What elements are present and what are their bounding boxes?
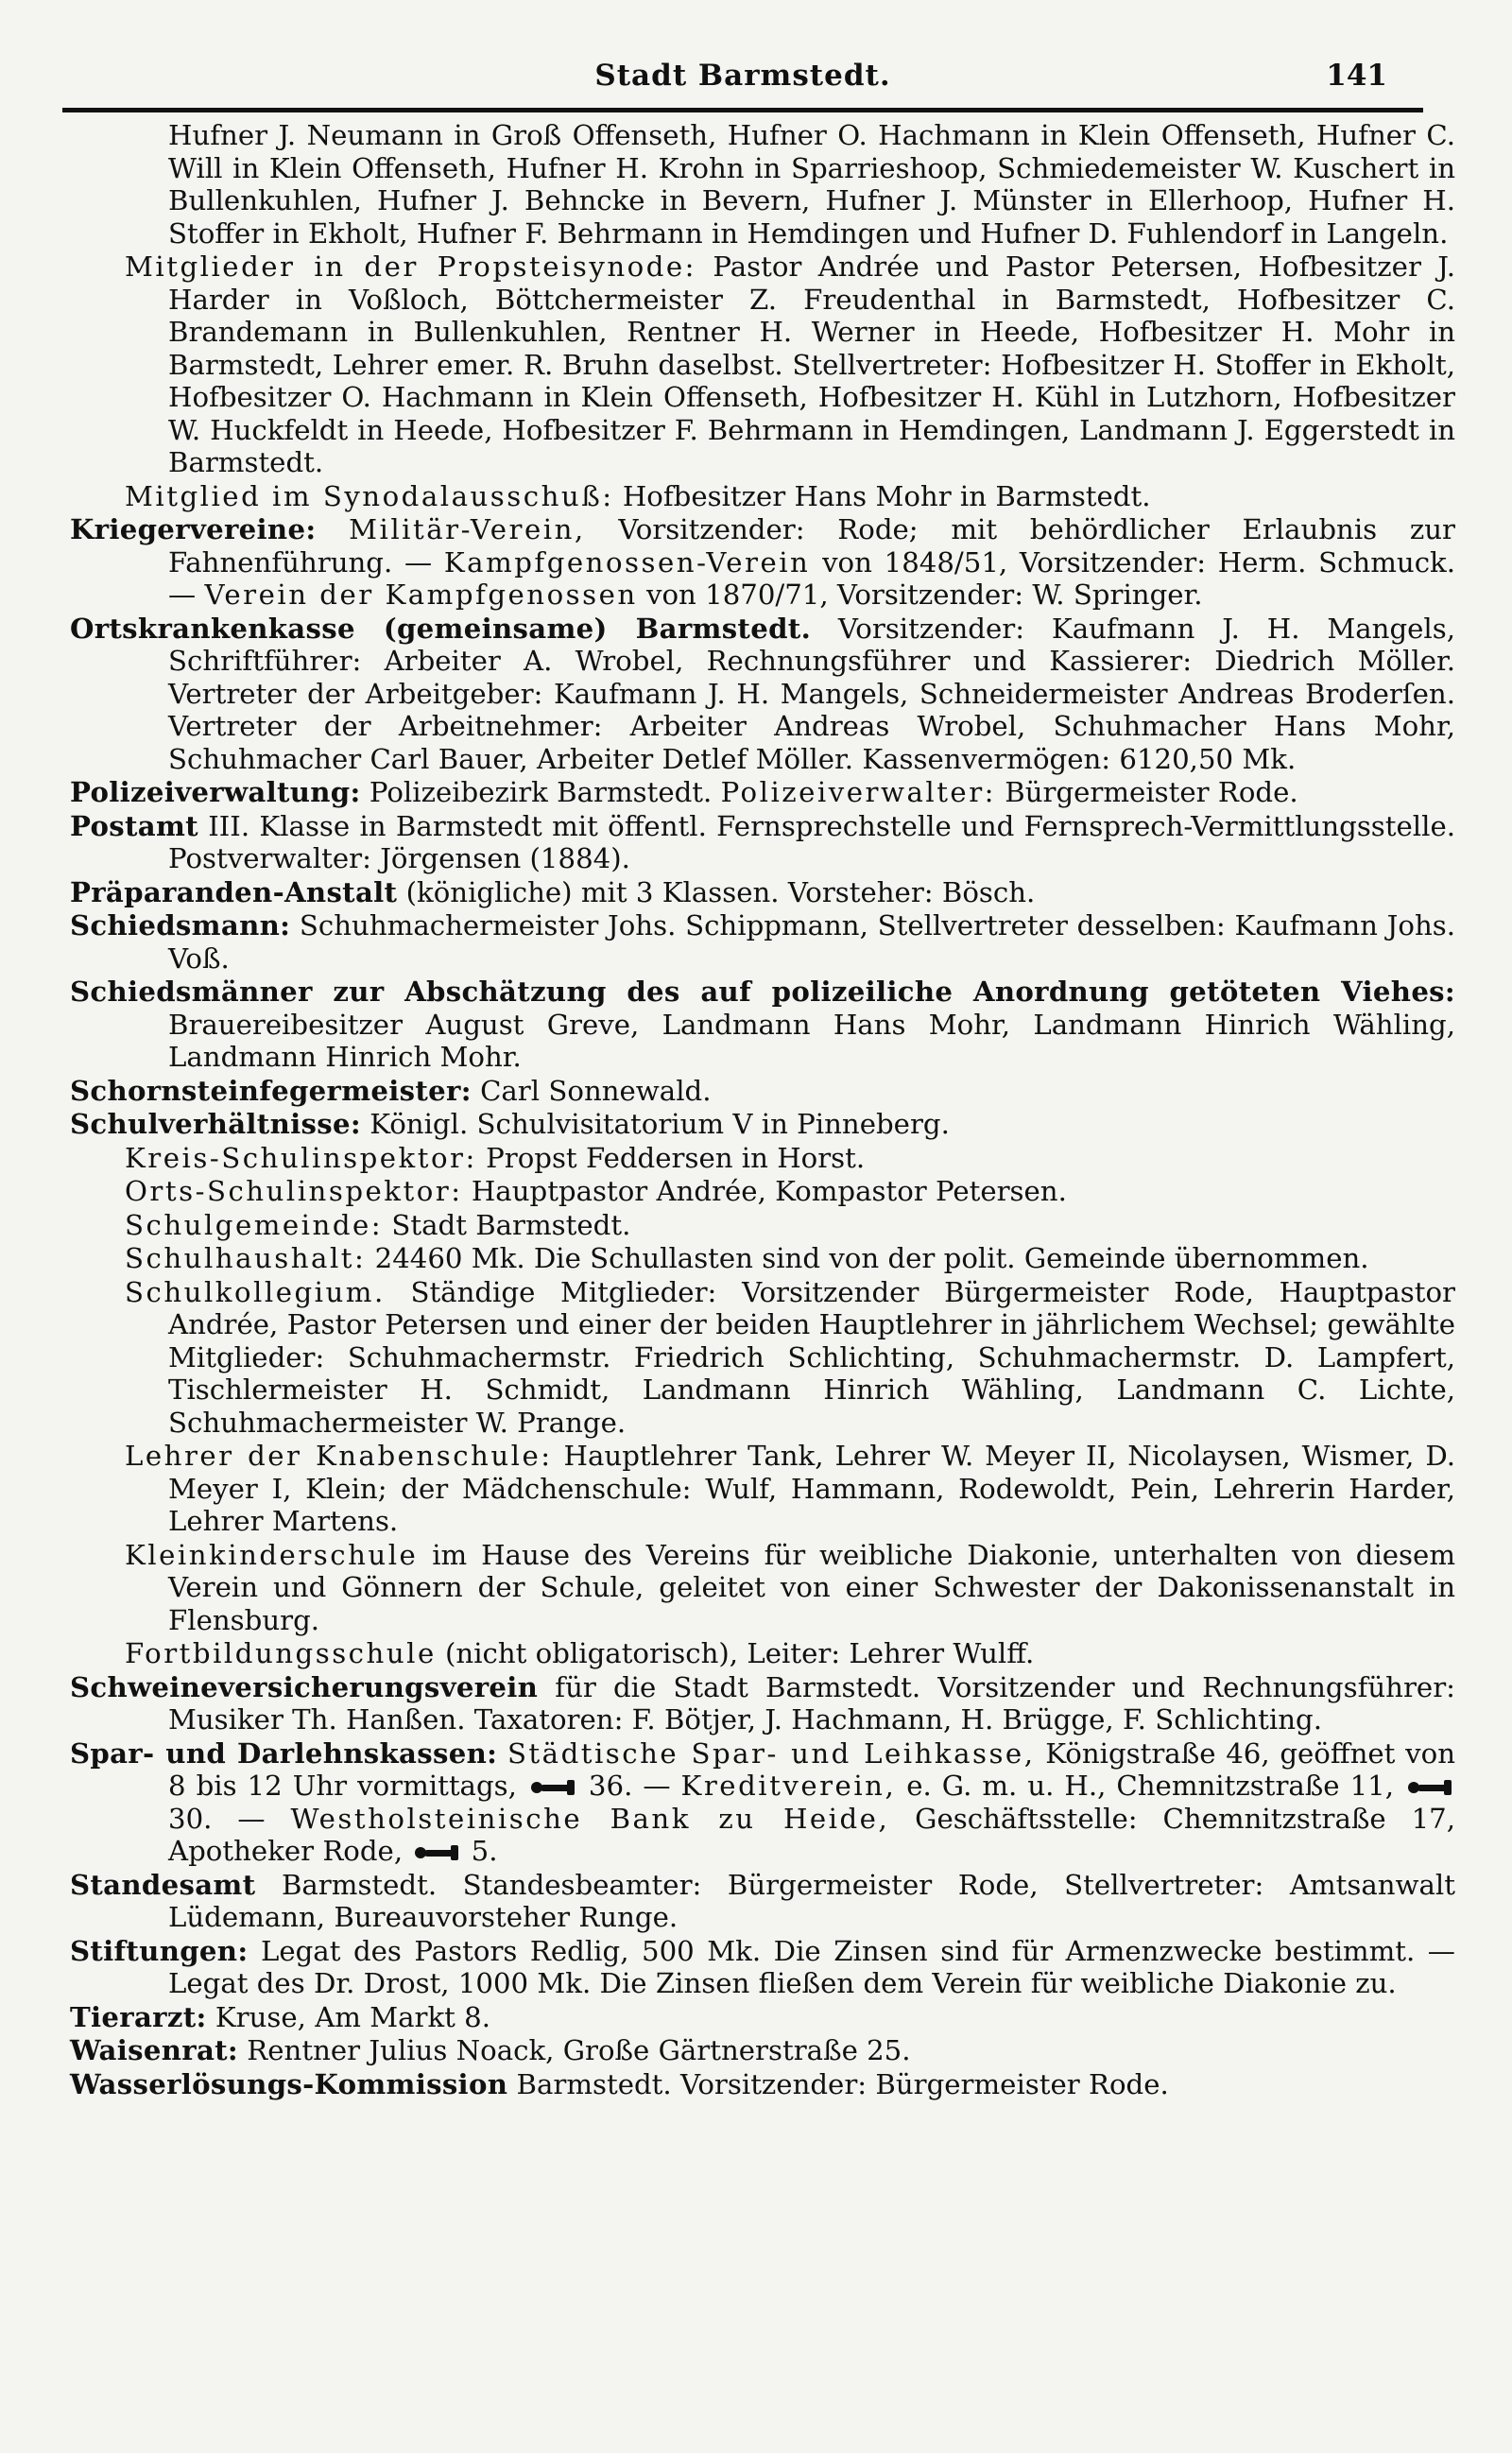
entry-text: Barmstedt. Vorsitzender: Bürgermeister Rode.: [507, 2067, 1169, 2100]
directory-entry: [70, 1108, 1455, 1141]
directory-entry: [70, 1737, 1455, 1868]
sub-entry: [70, 1440, 1455, 1538]
entry-heading: Schiedsmänner zur Abschätzung des auf polizeiliche Anordnung getöteten Viehes:: [70, 976, 1455, 1008]
entry-heading: Spar- und Darlehnskassen:: [70, 1736, 498, 1770]
entry-text: 5.: [462, 1835, 498, 1867]
directory-entries: [70, 119, 1455, 2101]
sub-entry: [70, 1276, 1455, 1440]
entry-text: 24460 Mk. Die Schullasten sind von der polit. Gemeinde übernommen.: [366, 1242, 1369, 1274]
entry-text: e. G. m. u. H., Chemnitzstraße 11,: [896, 1770, 1404, 1802]
entry-text: Schuhmachermeister Johs. Schippmann, Stellvertreter desselben: Kaufmann Johs. Voß.: [168, 909, 1455, 975]
entry-text: 30. —: [168, 1802, 291, 1835]
entry-heading: Schulverhältnisse:: [70, 1108, 361, 1140]
spaced-term: Kreditverein,: [680, 1770, 897, 1802]
page-number: 141: [1326, 59, 1387, 93]
spaced-term: Kleinkinderschule: [125, 1538, 419, 1571]
directory-entry: [70, 1075, 1455, 1108]
sub-entry: [70, 1209, 1455, 1242]
telephone-icon: [415, 1844, 458, 1861]
entry-heading: Postamt: [70, 809, 198, 842]
sub-entry: [70, 1142, 1455, 1175]
entry-text: Bürgermeister Rode.: [995, 776, 1298, 808]
entry-text: Propst Feddersen in Horst.: [476, 1141, 866, 1174]
entry-text: Hauptlehrer Tank, Lehrer W. Meyer II, Nicolaysen, Wismer, D. Meyer I, Klein; der Mädchenschule: Wulf, Hammann, Rodewoldt, Pein, Lehrerin Harder, Lehrer Martens.: [168, 1440, 1455, 1537]
spaced-term: Kreis-Schulinspektor:: [125, 1141, 477, 1174]
directory-entry: [70, 1671, 1455, 1736]
entry-text: für die Stadt Barmstedt. Vorsitzender und Rechnungsführer: Musiker Th. Hanßen. Taxatoren: F. Bötjer, J. Hachmann, H. Brügge, F. Schlichting.: [168, 1670, 1455, 1736]
directory-entry: [70, 909, 1455, 975]
entry-text: Vorsitzender: Kaufmann J. H. Mangels, Schriftführer: Arbeiter A. Wrobel, Rechnungsführer und Kassierer: Diedrich Möller. Vertreter der Arbeitgeber: Kaufmann J. H. Mangels, Schneidermeister Andreas Broderſen. Vertreter der Arbeitnehmer: Arbeiter Andreas Wrobel, Schuhmacher Hans Mohr, Schuhmacher Carl Bauer, Arbeiter Detlef Möller. Kassenvermögen: 6120,50 Mk.: [168, 612, 1455, 775]
sub-entry: [70, 1175, 1455, 1208]
entry-text: von 1848/51, Vorsitzender: Herm. Schmuck. —: [168, 545, 1455, 611]
entry-text: [497, 1737, 507, 1770]
entry-heading: Schiedsmann:: [70, 909, 291, 941]
entry-text: Polizeibezirk Barmstedt.: [360, 776, 721, 808]
directory-entry: [70, 1869, 1455, 1934]
telephone-icon: [1408, 1779, 1452, 1796]
directory-entry: [70, 613, 1455, 776]
telephone-icon: [531, 1779, 575, 1796]
entry-text: Carl Sonnewald.: [471, 1074, 712, 1107]
directory-entry: [70, 1935, 1455, 2000]
spaced-term: Orts-Schulinspektor:: [125, 1175, 463, 1207]
spaced-term: Verein der Kampfgenossen: [204, 579, 638, 611]
directory-entry: [70, 976, 1455, 1074]
directory-entry: [70, 776, 1455, 809]
entry-heading: Schornsteinfegermeister:: [70, 1074, 472, 1107]
entry-heading: Präparanden-Anstalt: [70, 875, 398, 908]
entry-text: Barmstedt. Standesbeamter: Bürgermeister Rode, Stellvertreter: Amtsanwalt Lüdemann, Bureauvorsteher Runge.: [168, 1868, 1455, 1933]
entry-text: Legat des Pastors Redlig, 500 Mk. Die Zinsen sind für Armenzwecke bestimmt. — Legat des Dr. Drost, 1000 Mk. Die Zinsen fließen dem Verein für weibliche Diakonie zu.: [168, 1934, 1455, 1999]
entry-heading: Schweineversicherungsverein: [70, 1670, 539, 1703]
entry-text: Hauptpastor Andrée, Kompastor Petersen.: [462, 1175, 1067, 1207]
entry-heading: Waisenrat:: [70, 2034, 239, 2066]
entry-heading: Stiftungen:: [70, 1934, 249, 1967]
entry-text: Rentner Julius Noack, Große Gärtnerstraße 25.: [238, 2034, 911, 2066]
entry-text: Hufner J. Neumann in Groß Offenseth, Hufner O. Hachmann in Klein Offenseth, Hufner C. Will in Klein Offenseth, Hufner H. Krohn in Sparrieshoop, Schmiedemeister W. Kuschert in Bullenkuhlen, Hufner J. Behncke in Bevern, Hufner J. Münster in Ellerhoop, Hufner H. Stoffer in Ekholt, Hufner F. Behrmann in Hemdingen und Hufner D. Fuhlendorf in Langeln.: [168, 119, 1455, 250]
entry-text: Hofbesitzer Hans Mohr in Barmstedt.: [613, 479, 1151, 512]
spaced-term: Polizeiverwalter:: [720, 776, 996, 808]
entry-text: Geschäftsstelle: Chemnitzstraße 17, Apotheker Rode,: [168, 1802, 1455, 1867]
header-rule: [62, 108, 1423, 112]
entry-text: Vorsitzender: Rode; mit behördlicher Erlaubnis zur Fahnenführung. —: [168, 513, 1455, 579]
entry-text: von 1870/71, Vorsitzender: W. Springer.: [637, 579, 1203, 611]
sub-entry: [70, 480, 1455, 513]
spaced-term: Fortbildungsschule: [125, 1637, 437, 1669]
spaced-term: Mitglied im Synodalausschuß:: [125, 479, 614, 512]
directory-entry: [70, 2001, 1455, 2034]
spaced-term: Schulhaushalt:: [125, 1242, 367, 1274]
entry-text: Königstraße 46, geöffnet von 8 bis 12 Uhr vormittags,: [168, 1736, 1456, 1802]
entry-text: Brauereibesitzer August Greve, Landmann Hans Mohr, Landmann Hinrich Wähling, Landmann Hinrich Mohr.: [168, 1008, 1455, 1073]
spaced-term: Mitglieder in der Propsteisynode:: [125, 250, 696, 283]
entry-text: III. Klasse in Barmstedt mit öffentl. Fernsprechstelle und Fernsprech-Vermittlungsstelle. Postverwalter: Jörgensen (1884).: [168, 809, 1455, 874]
entry-text: Ständige Mitglieder: Vorsitzender Bürgermeister Rode, Hauptpastor Andrée, Pastor Petersen und einer der beiden Hauptlehrer in jährlichem Wechsel; gewählte Mitglieder: Schuhmachermstr. Friedrich Schlichting, Schuhmachermstr. D. Lampfert, Tischlermeister H. Schmidt, Landmann Hinrich Wähling, Landmann C. Lichte, Schuhmachermeister W. Prange.: [168, 1275, 1455, 1439]
directory-entry: [70, 513, 1455, 612]
spaced-term: Westholsteinische Bank zu Heide,: [290, 1802, 890, 1835]
spaced-term: Militär-Verein,: [349, 513, 586, 545]
entry-text: (königliche) mit 3 Klassen. Vorsteher: Bösch.: [397, 875, 1036, 908]
entry-text: 36. —: [577, 1770, 681, 1802]
entry-heading: Polizeiverwaltung:: [70, 776, 361, 808]
entry-text: Pastor Andrée und Pastor Petersen, Hofbesitzer J. Harder in Voßloch, Böttchermeister Z. Freudenthal in Barmstedt, Hofbesitzer C. Brandemann in Bullenkuhlen, Rentner H. Werner in Heede, Hofbesitzer H. Mohr in Barmstedt, Lehrer emer. R. Bruhn daselbst. Stellvertreter: Hofbesitzer H. Stoffer in Ekholt, Hofbesitzer O. Hachmann in Klein Offenseth, Hofbesitzer H. Kühl in Lutzhorn, Hofbesitzer W. Huckfeldt in Heede, Hofbesitzer F. Behrmann in Hemdingen, Landmann J. Eggerstedt in Barmstedt.: [168, 250, 1456, 478]
directory-entry: [70, 2034, 1455, 2067]
spaced-term: Lehrer der Knabenschule:: [125, 1440, 553, 1472]
entry-heading: Wasserlösungs-Kommission: [70, 2067, 508, 2100]
spaced-term: Kampfgenossen-Verein: [443, 545, 811, 579]
spaced-term: Städtische Spar- und Leihkasse,: [507, 1736, 1036, 1770]
directory-entry: [70, 2068, 1455, 2101]
entry-text: (nicht obligatorisch), Leiter: Lehrer Wulff.: [436, 1637, 1035, 1669]
entry-text: Kruse, Am Markt 8.: [206, 2000, 491, 2033]
directory-entry: [70, 119, 1455, 250]
entry-heading: Kriegervereine:: [70, 513, 317, 545]
entry-text: im Hause des Vereins für weibliche Diakonie, unterhalten von diesem Verein und Gönnern der Schule, geleitet von einer Schwester der Dakonissenanstalt in Flensburg.: [168, 1538, 1455, 1636]
directory-entry: [70, 810, 1455, 875]
sub-entry: [70, 1539, 1455, 1637]
spaced-term: Schulkollegium.: [125, 1275, 386, 1308]
sub-entry: [70, 1242, 1455, 1275]
running-title: Stadt Barmstedt.: [594, 59, 891, 93]
entry-heading: Tierarzt:: [70, 2000, 207, 2033]
entry-heading: Ortskrankenkasse (gemeinsame) Barmstedt.: [70, 612, 812, 645]
entry-text: Königl. Schulvisitatorium V in Pinneberg.: [360, 1108, 950, 1140]
sub-entry: [70, 1637, 1455, 1670]
entry-text: Stadt Barmstedt.: [383, 1208, 631, 1241]
entry-text: [316, 513, 349, 545]
spaced-term: Schulgemeinde:: [125, 1208, 384, 1241]
page-header: [62, 55, 1423, 104]
entry-heading: Standesamt: [70, 1868, 256, 1901]
sub-entry: [70, 250, 1455, 479]
directory-entry: [70, 876, 1455, 909]
